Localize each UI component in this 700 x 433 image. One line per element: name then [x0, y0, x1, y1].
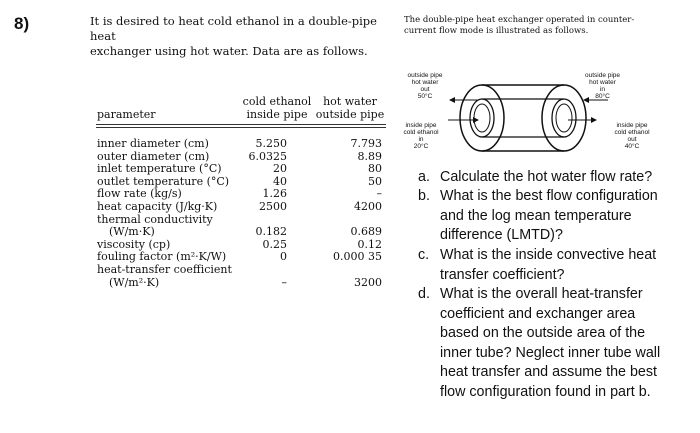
cell-water: 0.000 35: [333, 250, 382, 264]
row-label: inner diameter (cm): [97, 137, 209, 150]
table-row: [97, 213, 382, 226]
col-header-line: inside pipe: [246, 108, 308, 121]
label-inside-right: [604, 122, 660, 150]
label-line: 50°C: [417, 93, 433, 100]
cell-water: 7.793: [350, 137, 382, 150]
question-line: transfer coefficient?: [440, 266, 565, 283]
col-header-water: [312, 95, 388, 121]
question-line: flow configuration found in part b.: [440, 383, 651, 400]
cell-water: 3200: [354, 275, 382, 289]
cell-ethanol: 6.0325: [248, 149, 287, 163]
statement-line: It is desired to heat cold ethanol in a double-pipe heat: [90, 14, 377, 43]
cell-ethanol: 1.26: [262, 187, 287, 201]
cell-ethanol: 40: [273, 174, 287, 188]
question-line: based on the outside area of the: [440, 325, 646, 341]
question-line: inner tube? Neglect inner tube wall: [440, 344, 661, 361]
table-row: [97, 250, 382, 263]
inner-pipe: [470, 99, 576, 137]
diagram-note: [404, 15, 694, 37]
question-line: and the log mean temperature: [440, 207, 632, 224]
label-line: 20°C: [413, 143, 429, 150]
row-label: viscosity (cp): [97, 237, 171, 251]
cell-ethanol: 2500: [259, 199, 287, 213]
cell-water: 4200: [354, 199, 382, 213]
question-line: Calculate the hot water flow rate?: [440, 169, 653, 185]
question-text: [440, 168, 685, 188]
table-row: [97, 200, 382, 213]
outer-pipe: [460, 85, 586, 151]
label-line: inside pipe: [616, 122, 648, 129]
cell-ethanol: 0.25: [262, 237, 287, 251]
problem-statement: [90, 14, 400, 59]
question-text: [440, 246, 685, 285]
label-line: hot water: [589, 79, 616, 86]
cell-water: 80: [368, 162, 382, 176]
question-label: c.: [418, 247, 430, 263]
question-c: [418, 246, 688, 286]
col-header-ethanol: [242, 95, 312, 121]
label-line: outside pipe: [407, 72, 443, 79]
row-label: (W/m²·K): [109, 275, 160, 289]
cell-water: 8.89: [357, 149, 382, 163]
label-line: cold ethanol: [403, 129, 439, 136]
cell-ethanol: –: [281, 275, 287, 289]
cell-ethanol: 0.182: [255, 225, 287, 239]
question-a: [418, 168, 688, 188]
table-row: [97, 238, 382, 251]
row-label: fouling factor (m²·K/W): [97, 250, 227, 264]
table-row: [97, 225, 382, 238]
table-rule-top: [96, 124, 386, 125]
question-line: coefficient and exchanger area: [440, 305, 636, 322]
question-line: What is the best flow configuration: [440, 188, 658, 204]
table-row: [97, 162, 382, 175]
question-text: [440, 285, 685, 402]
table-row: [97, 137, 382, 150]
row-label: outlet temperature (°C): [97, 174, 230, 188]
table-rule-top-2: [96, 127, 386, 128]
row-label: (W/m·K): [109, 225, 155, 239]
question-line: heat transfer and assume the best: [440, 364, 657, 380]
label-line: cold ethanol: [614, 129, 650, 136]
question-label: a.: [418, 169, 430, 185]
question-line: What is the overall heat-transfer: [440, 286, 643, 302]
label-line: hot water: [411, 79, 439, 86]
row-label: inlet temperature (°C): [97, 162, 222, 176]
cell-ethanol: 0: [280, 250, 287, 264]
label-outside-right: [575, 72, 630, 100]
label-line: out: [420, 86, 430, 93]
note-line: The double-pipe heat exchanger operated in counter-: [404, 15, 635, 25]
question-line: difference (LMTD)?: [440, 227, 563, 243]
label-line: in: [599, 86, 606, 93]
label-line: in: [418, 136, 424, 143]
question-d: [418, 285, 688, 405]
cell-ethanol: 20: [273, 162, 287, 176]
table-row: [97, 187, 382, 200]
row-label: heat-transfer coefficient: [97, 262, 232, 276]
cell-water: 0.689: [350, 225, 382, 239]
cell-water: –: [376, 187, 382, 201]
col-header-line: cold ethanol: [242, 95, 312, 108]
row-label: heat capacity (J/kg·K): [97, 199, 218, 213]
row-label: outer diameter (cm): [97, 149, 210, 163]
row-label: flow rate (kg/s): [97, 187, 182, 201]
col-header-line: outside pipe: [315, 108, 385, 121]
problem-number: 8): [14, 14, 30, 33]
col-header-parameter: parameter: [97, 108, 156, 121]
statement-line: exchanger using hot water. Data are as follows.: [90, 44, 368, 58]
table-row: [97, 175, 382, 188]
note-line: current flow mode is illustrated as follows.: [404, 26, 589, 36]
label-line: 40°C: [624, 143, 640, 150]
col-header-line: hot water: [323, 95, 377, 108]
data-table: [97, 137, 382, 288]
cell-water: 50: [368, 174, 382, 188]
cell-ethanol: 5.250: [255, 137, 287, 150]
question-line: What is the inside convective heat: [440, 247, 657, 263]
question-label: d.: [418, 286, 430, 302]
question-label: b.: [418, 188, 430, 204]
label-line: outside pipe: [584, 72, 621, 79]
label-outside-left: [405, 72, 445, 100]
question-b: [418, 187, 688, 247]
cell-water: 0.12: [357, 237, 382, 251]
label-line: 80°C: [595, 93, 610, 100]
table-row: [97, 276, 382, 289]
table-row: [97, 263, 382, 276]
label-inside-left: [400, 122, 442, 150]
row-label: thermal conductivity: [97, 212, 213, 226]
table-row: [97, 150, 382, 163]
label-line: out: [627, 136, 637, 143]
question-text: [440, 187, 685, 246]
label-line: inside pipe: [405, 122, 437, 129]
